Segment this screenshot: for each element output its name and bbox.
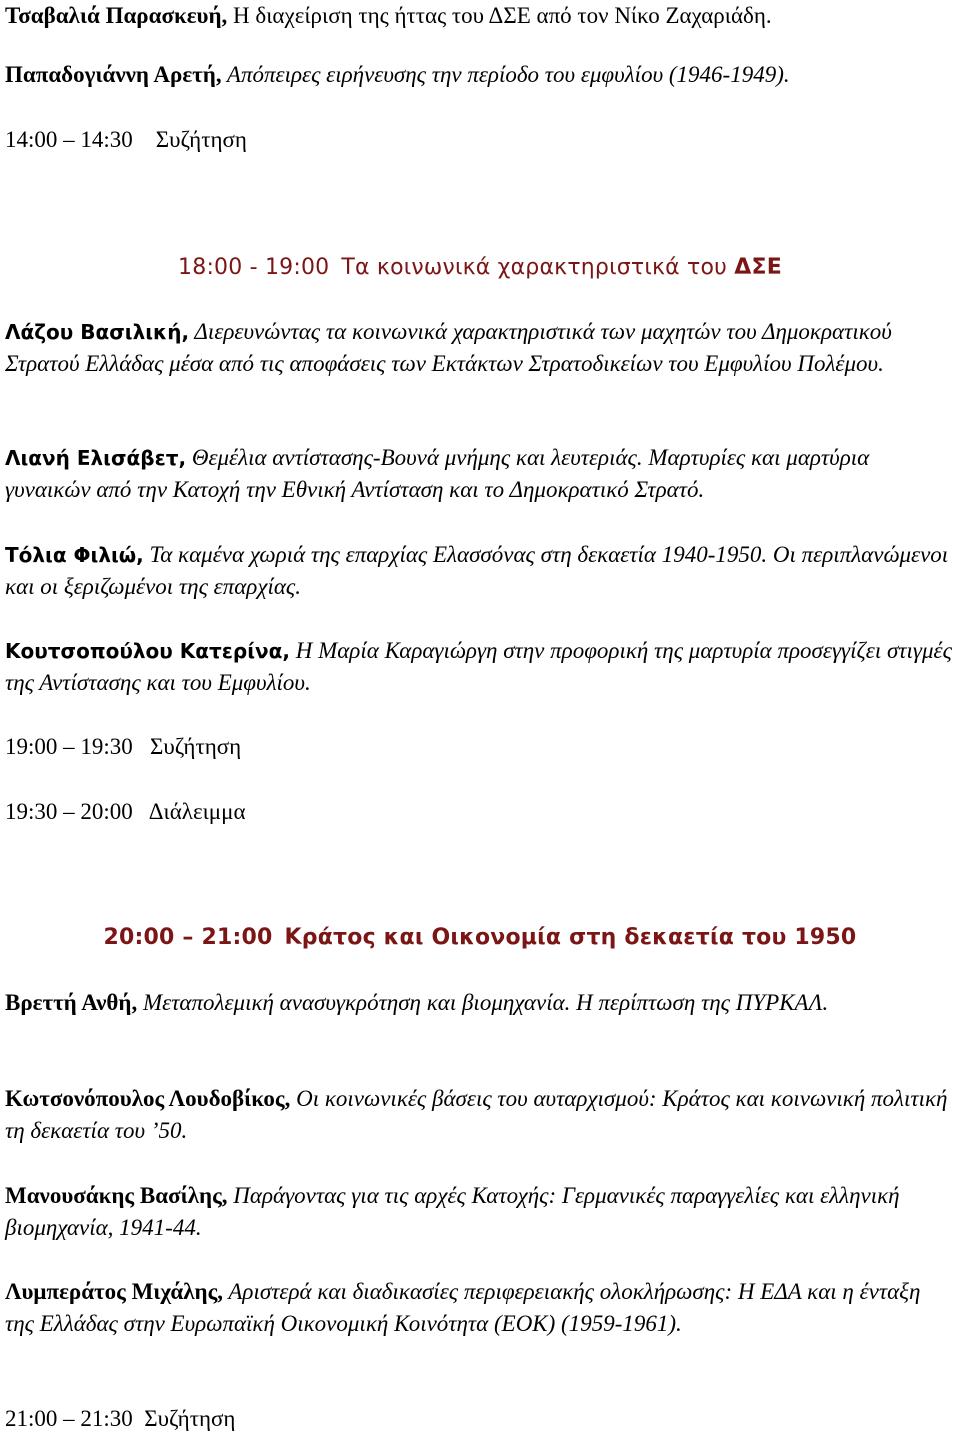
program-entry [5,987,955,1019]
entry-title: Η διαχείριση της ήττας του ΔΣΕ από τον Νίκο Ζαχαριάδη. [227,3,772,28]
entry-author: Κουτσοπούλου Κατερίνα, [5,639,290,663]
entry-title: Παράγοντας για τις αρχές Κατοχής: Γερμανικές παραγγελίες και ελληνική βιομηχανία, 1941-44. [5,1183,900,1240]
slot-label: Συζήτηση [150,734,242,759]
section-title: Κράτος και Οικονομία στη δεκαετία του 1950 [284,925,857,950]
program-entry [5,1083,955,1147]
entry-title: Διερευνώντας τα κοινωνικά χαρακτηριστικά των μαχητών του Δημοκρατικού Στρατού Ελλάδας μέσα από τις αποφάσεις των Εκτάκτων Στρατοδικείων του Εμφυλίου Πολέμου. [5,319,892,376]
program-entry [5,539,955,603]
entry-title: Αριστερά και διαδικασίες περιφερειακής ολοκλήρωσης: Η ΕΔΑ και η ένταξη της Ελλάδας στην Ευρωπαϊκή Οικονομική Κοινότητα (ΕΟΚ) (1959-1961). [5,1279,921,1336]
program-entry [5,0,955,32]
discussion-slot [5,124,247,156]
slot-label: Συζήτηση [144,1406,236,1431]
entry-author: Κωτσονόπουλος Λουδοβίκος, [5,1086,291,1111]
program-entry [5,442,955,506]
entry-author: Μανουσάκης Βασίλης, [5,1183,228,1208]
entry-author: Λιανή Ελισάβετ, [5,446,187,470]
entry-author: Λυμπεράτος Μιχάλης, [5,1279,224,1304]
entry-author: Λάζου Βασιλική, [5,320,190,344]
entry-author: Τόλια Φιλιώ, [5,543,144,567]
slot-dash: – [63,127,75,152]
section-title: Τα κοινωνικά χαρακτηριστικά του [341,255,735,280]
section-time: 20:00 – 21:00 [103,925,273,950]
entry-title: Τα καμένα χωριά της επαρχίας Ελασσόνας στη δεκαετία 1940-1950. Οι περιπλανώμενοι και οι ξεριζωμένοι της επαρχίας. [5,542,949,599]
program-entry [5,59,955,91]
entry-title: Οι κοινωνικές βάσεις του αυταρχισμού: Κράτος και κοινωνική πολιτική τη δεκαετία του ’50. [5,1086,948,1143]
slot-label: Διάλειμμα [148,799,246,824]
slot-dash: – [63,1406,75,1431]
program-entry [5,1180,955,1244]
slot-start-time: 19:00 [5,734,58,759]
entry-title: Η Μαρία Καραγιώργη στην προφορική της μαρτυρία προσεγγίζει στιγμές της Αντίστασης και του Εμφυλίου. [5,638,952,695]
entry-author: Τσαβαλιά Παρασκευή, [5,3,228,28]
discussion-slot [5,731,241,763]
program-entry [5,635,955,699]
slot-start-time: 14:00 [5,127,58,152]
slot-dash: – [63,734,75,759]
slot-end-time: 20:00 [80,799,133,824]
break-slot [5,796,246,828]
section-heading [0,252,960,284]
program-entry [5,1276,955,1340]
slot-end-time: 21:30 [80,1406,133,1431]
discussion-slot [5,1403,235,1435]
slot-label: Συζήτηση [155,127,247,152]
entry-title: Απόπειρες ειρήνευσης την περίοδο του εμφυλίου (1946-1949). [221,62,790,87]
slot-start-time: 21:00 [5,1406,58,1431]
slot-dash: – [63,799,75,824]
entry-author: Βρεττή Ανθή, [5,990,138,1015]
entry-title: Θεμέλια αντίστασης-Βουνά μνήμης και λευτεριάς. Μαρτυρίες και μαρτύρια γυναικών από την Κατοχή την Εθνική Αντίσταση και το Δημοκρατικό Στρατό. [5,445,870,502]
entry-title: Μεταπολεμική ανασυγκρότηση και βιομηχανία. Η περίπτωση της ΠΥΡΚΑΛ. [137,990,829,1015]
section-title-emphasis: ΔΣΕ [734,255,782,280]
section-heading [0,922,960,954]
slot-end-time: 14:30 [80,127,133,152]
slot-end-time: 19:30 [80,734,133,759]
program-entry [5,316,955,380]
slot-start-time: 19:30 [5,799,58,824]
entry-author: Παπαδογιάννη Αρετή, [5,62,222,87]
section-time: 18:00 - 19:00 [178,255,330,280]
